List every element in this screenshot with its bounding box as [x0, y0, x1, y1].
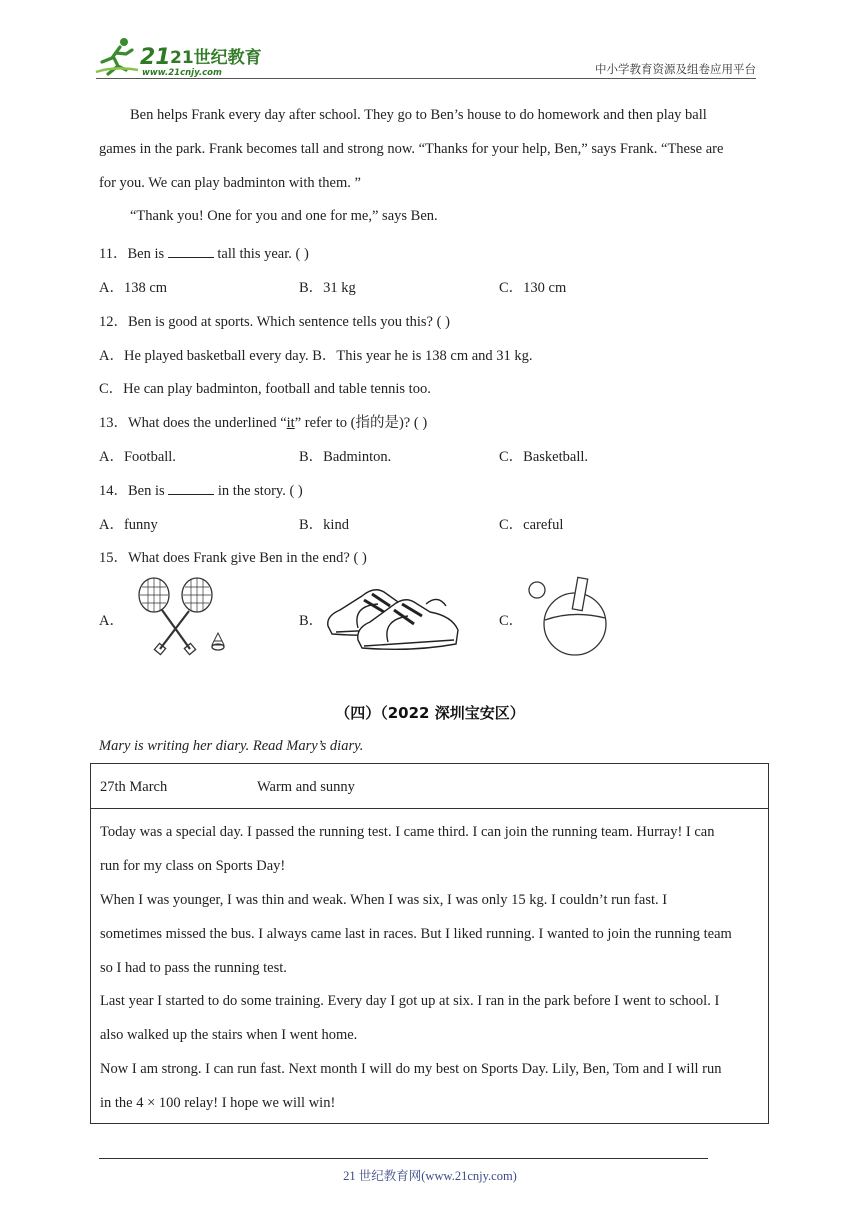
q13-stem: 13．What does the underlined “ — [99, 415, 287, 431]
q13-underlined-word: it — [286, 415, 295, 431]
q14-option-b: B．kind — [299, 517, 349, 533]
svg-text:21世纪教育: 21世纪教育 — [170, 48, 262, 68]
svg-text:21: 21 — [140, 45, 171, 70]
diary-line: so I had to pass the running test. — [100, 960, 287, 976]
header-platform-text: 中小学教育资源及组卷应用平台 — [595, 62, 756, 76]
q15-option-a: A． — [99, 613, 124, 629]
section-title: （四）（2022 深圳宝安区） — [335, 704, 525, 722]
diary-line: Last year I started to do some training. Every day I got up at six. I ran in the park before I went to school. I — [100, 993, 720, 1009]
story-line: Ben helps Frank every day after school. They go to Ben’s house to do homework and then play ball — [130, 107, 707, 123]
diary-line: When I was younger, I was thin and weak. When I was six, I was only 15 kg. I couldn’t run fast. I — [100, 892, 668, 908]
diary-line: Today was a special day. I passed the running test. I came third. I can join the running team. Hurray! I can — [100, 824, 715, 840]
21cnjy-logo — [94, 36, 264, 80]
q13-option-b: B．Badminton. — [299, 449, 392, 465]
q14-option-c: C．careful — [499, 517, 564, 533]
q11-option-b: B．31 kg — [299, 280, 356, 296]
q14-stem: 14．Ben is — [99, 483, 169, 499]
q15-option-b: B． — [299, 613, 324, 629]
diary-line: sometimes missed the bus. I always came last in races. But I liked running. I wanted to join the running team — [100, 926, 732, 942]
table-tennis-paddle-icon — [523, 574, 613, 660]
q14-option-a: A．funny — [99, 517, 158, 533]
diary-date: 27th March — [100, 779, 168, 795]
q13-option-c: C．Basketball. — [499, 449, 589, 465]
q11-option-a: A．138 cm — [99, 280, 168, 296]
diary-line: also walked up the stairs when I went home. — [100, 1027, 358, 1043]
q13-option-a: A．Football. — [99, 449, 176, 465]
q11-option-c: C．130 cm — [499, 280, 567, 296]
badminton-rackets-icon — [132, 575, 232, 659]
q12-option-c: C．He can play badminton, football and table tennis too. — [99, 381, 431, 397]
q15-option-c: C． — [499, 613, 524, 629]
footer-text: 21 世纪教育网(www.21cnjy.com) — [343, 1169, 517, 1183]
q11-stem-end: tall this year. ( ) — [213, 246, 309, 262]
q12-options-ab: A．He played basketball every day. B．This year he is 138 cm and 31 kg. — [99, 348, 533, 364]
answer-blank — [168, 245, 214, 258]
diary-box — [90, 763, 769, 1124]
header-rule — [96, 78, 756, 79]
diary-weather: Warm and sunny — [257, 779, 355, 795]
story-line: games in the park. Frank becomes tall and strong now. “Thanks for your help, Ben,” says Frank. “These are — [99, 141, 724, 157]
q13-stem-end: ” refer to (指的是)? ( ) — [294, 415, 428, 431]
section-intro: Mary is writing her diary. Read Mary’s diary. — [99, 738, 364, 754]
story-line: “Thank you! One for you and one for me,” says Ben. — [130, 208, 438, 224]
diary-divider — [91, 808, 768, 809]
diary-line: Now I am strong. I can run fast. Next month I will do my best on Sports Day. Lily, Ben, Tom and I will run — [100, 1061, 722, 1077]
sneakers-icon — [322, 576, 462, 658]
diary-line: in the 4 × 100 relay! I hope we will win! — [100, 1095, 336, 1111]
answer-blank — [168, 482, 214, 495]
svg-text:www.21cnjy.com: www.21cnjy.com — [142, 68, 222, 78]
story-line: for you. We can play badminton with them. ” — [99, 175, 361, 191]
diary-line: run for my class on Sports Day! — [100, 858, 286, 874]
q14-stem-end: in the story. ( ) — [214, 483, 303, 499]
q15-stem: 15．What does Frank give Ben in the end? ( ) — [99, 550, 367, 566]
footer-rule — [99, 1158, 708, 1159]
q11-stem: 11．Ben is — [99, 246, 168, 262]
q12-stem: 12．Ben is good at sports. Which sentence tells you this? ( ) — [99, 314, 450, 330]
